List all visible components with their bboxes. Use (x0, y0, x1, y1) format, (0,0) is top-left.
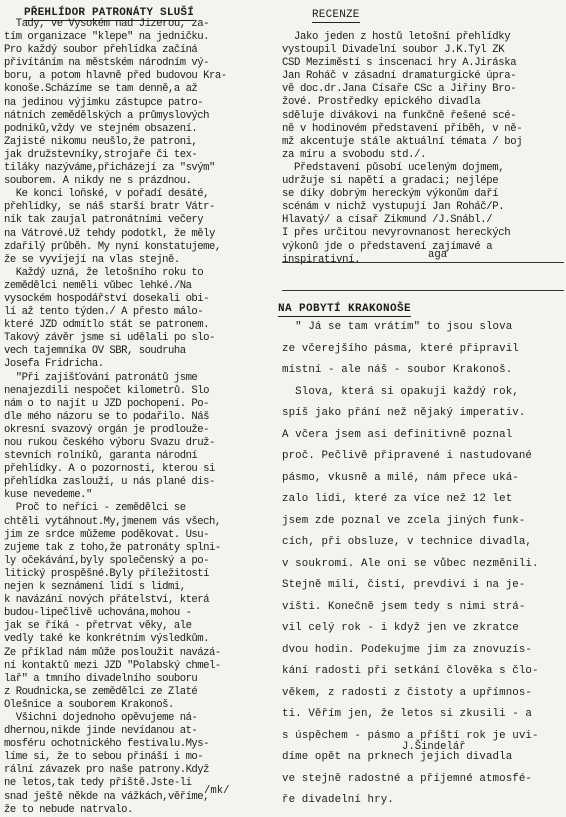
text-line: díme opět na prknech jejich divadla (282, 751, 513, 763)
text-line: které JZD odmítlo stát se patronem. (4, 319, 210, 332)
text-line: Tady, ve Vysokém nad Jizerou, za- (4, 18, 210, 30)
text-line: jak družstevníky,strojaře či tex- (4, 148, 198, 161)
text-line: rální závazek pro naše patrony.Když (4, 764, 210, 777)
text-line: boru, a potom hlavně před budovou Kra- (4, 70, 227, 83)
text-line: " Já se tam vrátím" to jsou slova (282, 321, 513, 333)
text-line: jsem zde poznal ve zcela jiných funk- (282, 514, 526, 527)
text-line: nátních zemědělských a průmyslových (4, 109, 210, 122)
text-line: zemědělci neměli vůbec lehké./Na (4, 279, 192, 292)
text-line: Ke konci loňské, v pořadí desáté, (4, 188, 210, 201)
text-line: podniků,vždy ve stejném obsazení. (4, 122, 198, 135)
text-line: pásmo, vkusně a milé, nám přece uká- (282, 471, 519, 484)
text-line: tím organizace "klepe" na jedničku. (4, 31, 210, 44)
text-line: líme si, že to sebou přináší i mo- (4, 751, 204, 764)
text-line: nou rukou českého výboru Svazu druž- (4, 437, 215, 449)
text-line: višti. Konečně jsem tedy s nimi strá- (282, 600, 526, 613)
text-line: vysockém hospodářství dosekali obi- (4, 292, 210, 305)
text-line: vech tajemníka OV SBR, soudruha (4, 345, 186, 358)
text-line: scénám v nichž vystupují Jan Roháč/P. (282, 201, 505, 214)
text-line: stevních rolníků, garanta národní (4, 450, 198, 463)
text-line: Jan Roháč v zásadní dramaturgické úpra- (282, 70, 517, 83)
divider-rule (282, 262, 564, 263)
text-line: mosféru ochotnického festivalu.Mys- (4, 738, 210, 751)
text-line: souborem. A nikdy ne s prázdnou. (4, 175, 192, 188)
left-article-signature: /mk/ (204, 785, 230, 797)
text-line: výkonů jde o představení zajímavé a (282, 240, 493, 253)
text-line: přehlídka zaslouží, u nás plané dis- (4, 476, 215, 489)
text-line: Pro každý soubor přehlídka začíná (4, 44, 198, 57)
text-line: zalo lidi, které za více než 12 let (282, 493, 513, 505)
text-line: se díky dobrým hereckým výkonům daří (282, 188, 499, 201)
text-line: Olešnice a souborem Krakonoš. (4, 698, 174, 711)
text-line: lí až tento týden./ A přesto málo- (4, 306, 204, 319)
text-line: dvou hodin. Podekujme jim za znovuzís- (282, 643, 533, 656)
text-line: kuse nevedeme." (4, 489, 92, 502)
text-line: I přes určitou nevyrovnanost hereckých (282, 227, 511, 240)
text-line: ře divadelní hry. (282, 794, 394, 806)
text-line: vil celý rok - i když jen ve zkratce (282, 622, 519, 634)
text-line: A včera jsem asi definitivně poznal (282, 428, 513, 441)
left-article-title: PŘEHLÍDOR PATRONÁTY SLUŠÍ (24, 7, 195, 19)
text-line: snad ještě někde na vážkách,věříme, (4, 790, 210, 803)
text-line: Ze příklad nám může posloužit navázá- (4, 646, 221, 659)
text-line: přivítáním na městském národním vý- (4, 57, 210, 70)
text-line: litický prospěšné.Byly příležitostí (4, 567, 210, 580)
text-line: udržuje si napětí a gradaci; nejlépe (282, 175, 499, 188)
text-line: že se vyvíjejí na vlas stejně. (4, 253, 180, 266)
review-signature: aga (428, 249, 448, 261)
text-line: lař" a tmního divadelního souboru (4, 672, 198, 685)
left-article-body (4, 18, 280, 817)
text-line: inspirativní. (282, 253, 361, 266)
text-line: ze včerejšího pásma, které připravil (282, 342, 519, 355)
text-line: vedly také ke konkrétním výsledkům. (4, 633, 210, 646)
text-line: budou-lipečlivě uchována,mohou - (4, 607, 192, 620)
text-line: z Roudnicka,se zemědělci ze Zlaté (4, 685, 198, 698)
text-line: za míru a svobodu std./. (282, 148, 427, 161)
text-line: nenajezdili nespočet kilometrů. Šlo (4, 384, 210, 397)
text-line: kání radosti při setkání člověka s člo- (282, 665, 539, 677)
text-line: Jako jeden z hostů letošní přehlídky (282, 31, 511, 43)
text-line: "Při zajišťování patronátů jsme (4, 371, 198, 384)
text-line: spíš jako přání než nějaký imperativ. (282, 407, 526, 419)
text-line: na Vátrové.Už tehdy podotkl, že měly (4, 227, 215, 240)
text-line: Josefa Fridricha. (4, 358, 104, 371)
krakonose-article-signature: J.Šindelář (402, 741, 466, 753)
review-title: RECENZE (312, 9, 360, 21)
text-line: ně v hodinovém představení příběh, v ně- (282, 122, 523, 135)
text-line: vě doc.dr.Jana Císaře CSc a Jiřiny Bro- (282, 83, 517, 96)
text-line: sděluje divákovi na funkčně řešené scé- (282, 109, 517, 122)
text-line: konoše.Scházíme se tam denně,a až (4, 83, 198, 96)
text-line: chtěli vytáhnout.My,jmenem vás všech, (4, 515, 221, 528)
text-line: ČSD Meziměstí s inscenací hry A.Jiráska (282, 57, 517, 70)
text-line: nejen k seznámení lidí s lidmi, (4, 581, 186, 594)
text-line: Slova, která si opakuji každý rok, (282, 385, 519, 398)
text-line: tiláky nazýváme,přicházejí za "svým" (4, 162, 215, 175)
text-line: jim ze srdce můžeme poděkovat. Usu- (4, 528, 210, 541)
text-line: Každý uzná, že letošního roku to (4, 266, 204, 279)
krakonose-article-title: NA POBYTÍ KRAKONOŠE (278, 303, 412, 315)
text-line: že to nebude natrvalo. (4, 803, 133, 816)
text-line: mž akcentuje stále aktuální témata / boj (282, 135, 523, 148)
text-line: vystoupil Divadelní soubor J.K.Tyl ZK (282, 44, 505, 57)
text-line: zujeme tak z toho,že patronáty splni- (4, 541, 221, 554)
text-line: dhernou,nikde jinde nevídanou at- (4, 725, 198, 738)
text-line: Proč to neříci - zemědělci se (4, 502, 186, 515)
text-line: proč. Pečlivě připravené i nastudované (282, 450, 533, 462)
text-line: Zajisté nikomu neušlo,že patroni, (4, 135, 198, 148)
text-line: ní kontaktů mezi JZD "Polabský chmel- (4, 659, 221, 672)
text-line: k navázání nových přátelství, která (4, 594, 210, 607)
text-line: ve stejně radostné a příjemné atmosfé- (282, 772, 533, 785)
divider-rule (282, 290, 564, 291)
text-line: nám o to najít u JZD pochopení. Po- (4, 397, 210, 410)
text-line: Stejně milí, čistí, prevdiví i na je- (282, 579, 526, 591)
review-body (282, 31, 564, 267)
text-line: cích, při obsluze, v technice divadla, (282, 536, 533, 548)
text-line: jak se říká - přetrvat věky, ale (4, 620, 192, 633)
right-column (278, 0, 564, 806)
text-line: dle mého názoru se to podařilo. Náš (4, 410, 210, 423)
text-line: žové. Prostředky epického divadla (282, 96, 481, 109)
text-line: přehlídky, se náš starší bratr Vátr- (4, 201, 215, 214)
text-line: věkem, z radosti z čistoty a upřímnos- (282, 686, 533, 699)
text-line: ne letos,tak tedy příště.Jste-li (4, 777, 192, 790)
text-line: ti. Věřím jen, že letos si zkusili - a (282, 708, 533, 720)
text-line: Představení působí uceleným dojmem, (282, 161, 505, 174)
text-line: zdařilý průběh. My nyní konstatujeme, (4, 240, 221, 253)
text-line: okresní svazový orgán je prodlouže- (4, 423, 210, 436)
text-line: s úspěchem - pásmo a příští rok je uvi- (282, 729, 539, 742)
text-line: Takový závěr jsme si udělali po slo- (4, 332, 215, 345)
text-line: Všichni dojednoho opěvujeme ná- (4, 711, 198, 724)
text-line: Hlavatý/ a císař Zikmund /J.Šnábl./ (282, 214, 493, 227)
text-line: ník tak zaujal patronátními večery (4, 214, 204, 227)
text-line: místní - ale náš - soubor Krakonoš. (282, 364, 513, 376)
text-line: v soukromí. Ale oni se vůbec nezměnili. (282, 557, 539, 570)
text-line: na jedinou výjimku zástupce patro- (4, 96, 204, 109)
text-line: ly očekávání,byly společenský a po- (4, 554, 210, 567)
text-line: přehlídky. A o pozornosti, kterou si (4, 463, 215, 476)
